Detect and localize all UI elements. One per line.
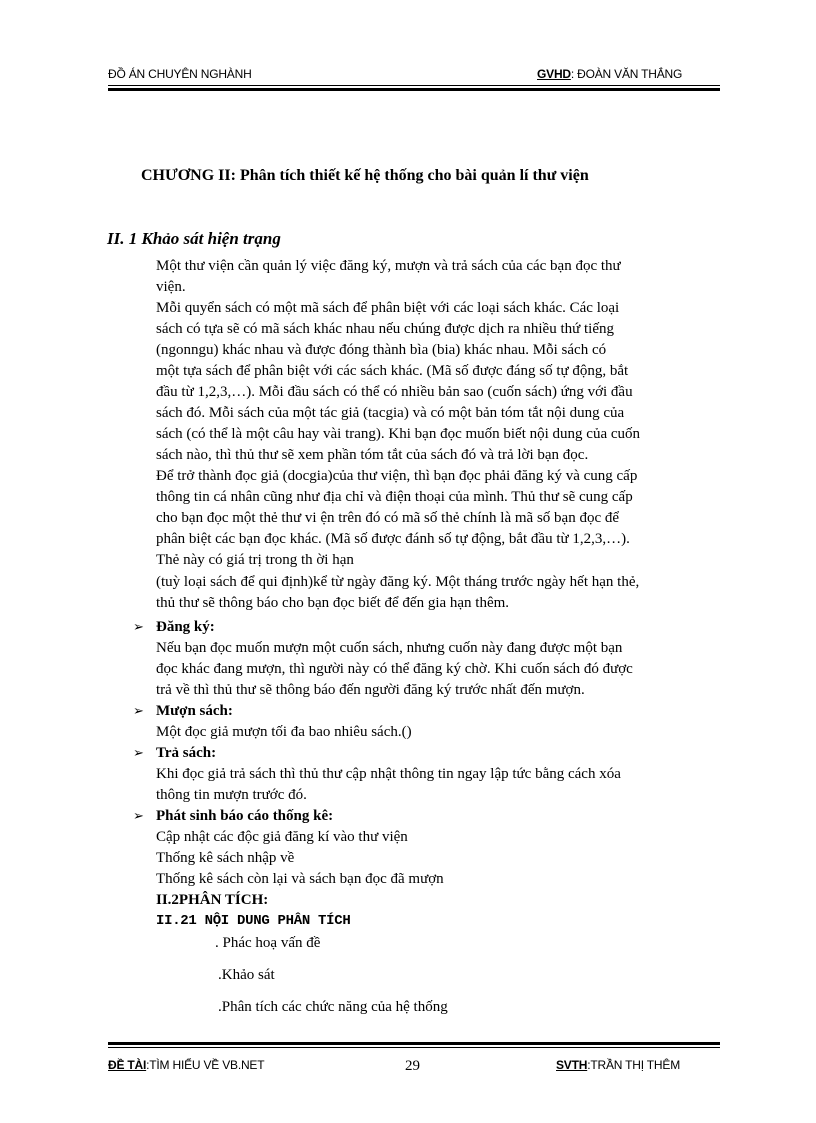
footer-rule-thin: [108, 1047, 720, 1048]
footer-topic: [108, 1058, 264, 1072]
analysis-item: .Khảo sát: [218, 967, 275, 983]
footer-student-label: SVTH: [556, 1058, 588, 1072]
header-supervisor-name: ĐOÀN VĂN THẮNG: [577, 67, 683, 81]
bullet-arrow-icon: ➢: [133, 704, 144, 719]
header-supervisor: [537, 67, 682, 81]
bullet-line: Một đọc giả mượn tối đa bao nhiêu sách.(): [156, 724, 412, 740]
intro-line: Thẻ này có giá trị trong th ời hạn: [156, 552, 354, 568]
intro-line: sách (có thể là một câu hay vài trang). Khi bạn đọc muốn biết nội dung của cuốn: [156, 426, 641, 442]
intro-line: Mỗi quyển sách có một mã sách để phân biệt với các loại sách khác. Các loại: [156, 300, 620, 316]
intro-line: thủ thư sẽ thông báo cho bạn đọc biết để đến gia hạn thêm.: [156, 595, 510, 611]
intro-line: (tuỳ loại sách để qui định)kể từ ngày đăng ký. Một tháng trước ngày hết hạn thẻ,: [156, 574, 640, 590]
intro-line: một tựa sách để phân biệt với các sách khác. (Mã số được đáng số tự động, bắt: [156, 363, 629, 379]
bullet-line: đọc khác đang mượn, thì người này có thể đăng ký chờ. Khi cuốn sách đó được: [156, 661, 633, 677]
header-left-title: ĐỒ ÁN CHUYÊN NGHÀNH: [108, 67, 252, 81]
intro-line: sách có tựa sẽ có mã sách khác nhau nếu chúng được dịch ra nhiều thứ tiếng: [156, 321, 614, 337]
chapter-title: CHƯƠNG II: Phân tích thiết kế hệ thống cho bài quản lí thư viện: [141, 167, 589, 184]
bullet-line: Thống kê sách nhập về: [156, 850, 295, 866]
intro-line: phân biệt các bạn đọc khác. (Mã số được đánh số tự động, bắt đầu từ 1,2,3,…).: [156, 531, 630, 547]
bullet-line: thông tin mượn trước đó.: [156, 787, 307, 803]
footer-student-name: TRẦN THỊ THÊM: [590, 1058, 680, 1072]
intro-line: sách nào, thì thủ thư sẽ xem phần tóm tắt của sách đó và trả lời bạn đọc.: [156, 447, 589, 463]
intro-line: cho bạn đọc một thẻ thư vi ện trên đó có mã số thẻ chính là mã số bạn đọc để: [156, 510, 620, 526]
bullet-title-borrow: Mượn sách:: [156, 703, 233, 719]
bullet-title-return: Trả sách:: [156, 745, 217, 761]
intro-line: Để trở thành đọc giả (docgia)của thư viện, thì bạn đọc phải đăng ký và cung cấp: [156, 468, 638, 484]
section-title: II. 1 Khảo sát hiện trạng: [107, 229, 281, 248]
analysis-item: . Phác hoạ vấn đề: [215, 935, 321, 951]
page-number: 29: [405, 1058, 420, 1074]
header-supervisor-label: GVHD: [537, 67, 571, 81]
intro-line: sách đó. Mỗi sách của một tác giả (tacgia) và có một bản tóm tắt nội dung của: [156, 405, 625, 421]
bullet-arrow-icon: ➢: [133, 620, 144, 635]
bullet-line: Khi đọc giả trả sách thì thủ thư cập nhật thông tin ngay lập tức bằng cách xóa: [156, 766, 621, 782]
intro-line: Một thư viện cần quản lý việc đăng ký, mượn và trả sách của các bạn đọc thư: [156, 258, 621, 274]
bullet-arrow-icon: ➢: [133, 746, 144, 761]
analysis-heading: II.2PHÂN TÍCH:: [156, 892, 269, 908]
intro-line: thông tin cá nhân cũng như địa chỉ và điện thoại của mình. Thủ thư sẽ cung cấp: [156, 489, 633, 505]
analysis-subheading: II.21 NỘI DUNG PHÂN TÍCH: [156, 913, 351, 929]
analysis-item: .Phân tích các chức năng của hệ thống: [218, 999, 448, 1015]
footer-student: [556, 1058, 680, 1072]
header-rule-thick: [108, 88, 720, 91]
bullet-title-register: Đăng ký:: [156, 619, 215, 635]
footer-rule-thick: [108, 1042, 720, 1045]
footer-topic-separator: :: [146, 1058, 150, 1072]
bullet-line: Thống kê sách còn lại và sách bạn đọc đã mượn: [156, 871, 444, 887]
bullet-title-report: Phát sinh báo cáo thống kê:: [156, 808, 334, 824]
footer-topic-label: ĐỀ TÀI: [108, 1058, 147, 1072]
bullet-line: Cập nhật các độc giả đăng kí vào thư viện: [156, 829, 408, 845]
intro-line: đầu từ 1,2,3,…). Mỗi đầu sách có thể có nhiều bản sao (cuốn sách) ứng với đầu: [156, 384, 633, 400]
footer-topic-text: TÌM HIỂU VỀ VB.NET: [149, 1058, 265, 1072]
bullet-line: trả về thì thủ thư sẽ thông báo đến người đăng ký trước nhất đến mượn.: [156, 682, 585, 698]
bullet-arrow-icon: ➢: [133, 809, 144, 824]
intro-line: viện.: [156, 279, 186, 295]
intro-line: (ngonngu) khác nhau và được đóng thành bìa (bia) khác nhau. Mỗi sách có: [156, 342, 607, 358]
bullet-line: Nếu bạn đọc muốn mượn một cuốn sách, nhưng cuốn này đang được một bạn: [156, 640, 623, 656]
header-rule-thin: [108, 85, 720, 86]
footer-student-separator: :: [587, 1058, 591, 1072]
header-supervisor-separator: :: [570, 67, 578, 81]
